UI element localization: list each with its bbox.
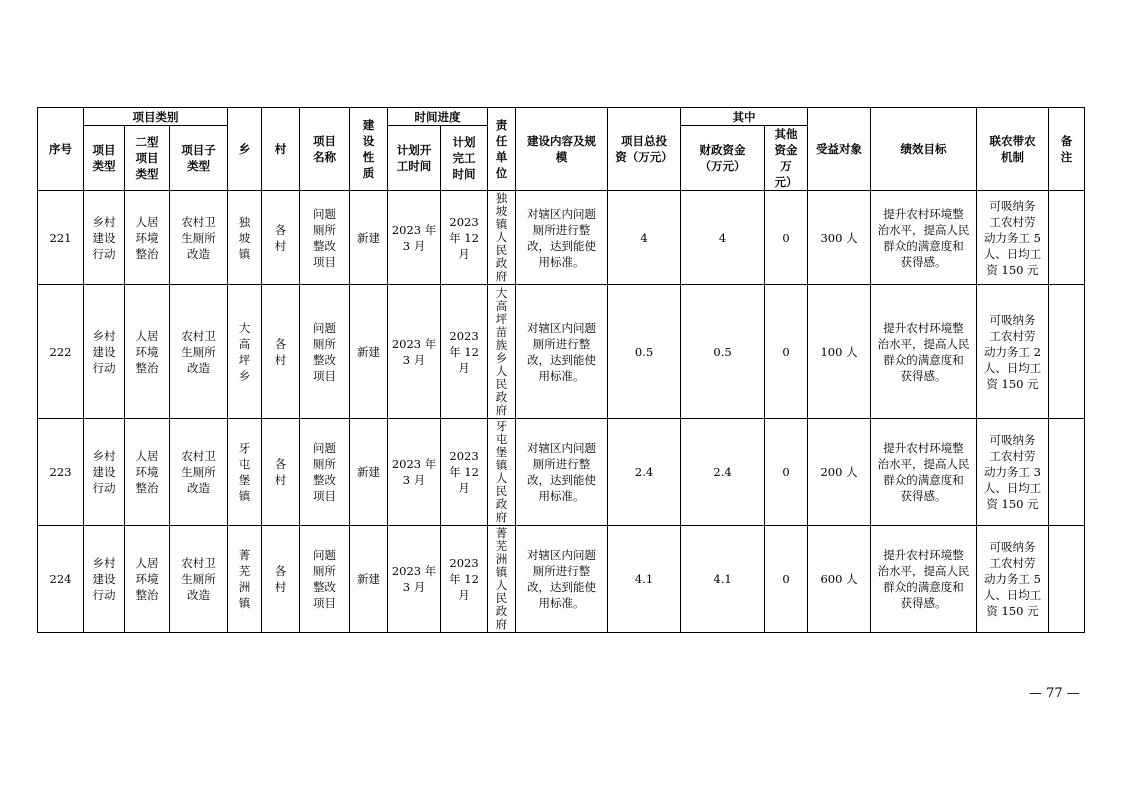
cell-village: 各 村 [262, 526, 300, 633]
cell-mechanism: 可吸纳务 工农村劳 动力务工 5 人、日均工 资 150 元 [977, 191, 1049, 285]
cell-sub-type: 农村卫 生厕所 改造 [170, 285, 228, 419]
cell-responsible: 大 高 坪 苗 族 乡 人 民 政 府 [488, 285, 516, 419]
cell-mechanism: 可吸纳务 工农村劳 动力务工 2 人、日均工 资 150 元 [977, 285, 1049, 419]
cell-other: 0 [765, 191, 808, 285]
cell-village: 各 村 [262, 191, 300, 285]
cell-village: 各 村 [262, 285, 300, 419]
cell-township: 独 坡 镇 [228, 191, 262, 285]
cell-performance: 提升农村环境整 治水平，提高人民 群众的满意度和 获得感。 [871, 285, 977, 419]
cell-project-name: 问题 厕所 整改 项目 [300, 526, 350, 633]
cell-start-time: 2023 年 3 月 [388, 419, 441, 526]
cell-content: 对辖区内问题 厕所进行整 改，达到能使 用标准。 [516, 285, 608, 419]
project-table [37, 107, 1085, 633]
cell-seq: 223 [38, 419, 84, 526]
table-row [38, 285, 1085, 419]
header-project-name: 项目 名称 [300, 108, 350, 191]
cell-end-time: 2023 年 12 月 [441, 419, 488, 526]
cell-total-invest: 0.5 [608, 285, 681, 419]
page-number: — 77 — [1029, 686, 1080, 701]
cell-fiscal: 0.5 [681, 285, 765, 419]
cell-project-name: 问题 厕所 整改 项目 [300, 191, 350, 285]
cell-performance: 提升农村环境整 治水平，提高人民 群众的满意度和 获得感。 [871, 419, 977, 526]
cell-project-type: 乡村 建设 行动 [84, 419, 125, 526]
table-row [38, 526, 1085, 633]
cell-second-type: 人居 环境 整治 [125, 526, 170, 633]
cell-other: 0 [765, 285, 808, 419]
cell-total-invest: 2.4 [608, 419, 681, 526]
cell-content: 对辖区内问题 厕所进行整 改，达到能使 用标准。 [516, 419, 608, 526]
cell-second-type: 人居 环境 整治 [125, 285, 170, 419]
cell-sub-type: 农村卫 生厕所 改造 [170, 191, 228, 285]
cell-content: 对辖区内问题 厕所进行整 改，达到能使 用标准。 [516, 526, 608, 633]
table-row [38, 191, 1085, 285]
header-end-time: 计划 完工 时间 [441, 126, 488, 191]
cell-performance: 提升农村环境整 治水平，提高人民 群众的满意度和 获得感。 [871, 191, 977, 285]
cell-responsible: 独 坡 镇 人 民 政 府 [488, 191, 516, 285]
cell-second-type: 人居 环境 整治 [125, 419, 170, 526]
cell-project-type: 乡村 建设 行动 [84, 191, 125, 285]
cell-project-type: 乡村 建设 行动 [84, 526, 125, 633]
cell-total-invest: 4.1 [608, 526, 681, 633]
header-total-invest: 项目总投 资（万元） [608, 108, 681, 191]
cell-seq: 224 [38, 526, 84, 633]
cell-project-name: 问题 厕所 整改 项目 [300, 285, 350, 419]
cell-beneficiary: 200 人 [808, 419, 871, 526]
cell-beneficiary: 600 人 [808, 526, 871, 633]
cell-content: 对辖区内问题 厕所进行整 改，达到能使 用标准。 [516, 191, 608, 285]
table-row [38, 419, 1085, 526]
cell-total-invest: 4 [608, 191, 681, 285]
cell-remark [1049, 285, 1085, 419]
cell-responsible: 牙 屯 堡 镇 人 民 政 府 [488, 419, 516, 526]
header-project-type: 项目 类型 [84, 126, 125, 191]
cell-beneficiary: 300 人 [808, 191, 871, 285]
cell-fiscal: 4.1 [681, 526, 765, 633]
cell-township: 牙 屯 堡 镇 [228, 419, 262, 526]
cell-sub-type: 农村卫 生厕所 改造 [170, 419, 228, 526]
header-beneficiary: 受益对象 [808, 108, 871, 191]
header-sub-type: 项目子 类型 [170, 126, 228, 191]
cell-nature: 新建 [350, 419, 388, 526]
cell-end-time: 2023 年 12 月 [441, 526, 488, 633]
cell-mechanism: 可吸纳务 工农村劳 动力务工 3 人、日均工 资 150 元 [977, 419, 1049, 526]
cell-responsible: 菁 芜 洲 镇 人 民 政 府 [488, 526, 516, 633]
header-second-type: 二型 项目 类型 [125, 126, 170, 191]
header-nature: 建 设 性 质 [350, 108, 388, 191]
header-content: 建设内容及规 模 [516, 108, 608, 191]
cell-seq: 222 [38, 285, 84, 419]
header-other: 其他 资金 万 元） [765, 126, 808, 191]
header-remark: 备 注 [1049, 108, 1085, 191]
cell-sub-type: 农村卫 生厕所 改造 [170, 526, 228, 633]
cell-remark [1049, 526, 1085, 633]
cell-start-time: 2023 年 3 月 [388, 285, 441, 419]
cell-mechanism: 可吸纳务 工农村劳 动力务工 5 人、日均工 资 150 元 [977, 526, 1049, 633]
cell-end-time: 2023 年 12 月 [441, 285, 488, 419]
cell-nature: 新建 [350, 526, 388, 633]
cell-second-type: 人居 环境 整治 [125, 191, 170, 285]
cell-village: 各 村 [262, 419, 300, 526]
header-mechanism: 联农带农 机制 [977, 108, 1049, 191]
cell-fiscal: 4 [681, 191, 765, 285]
cell-beneficiary: 100 人 [808, 285, 871, 419]
header-township: 乡 [228, 108, 262, 191]
cell-remark [1049, 419, 1085, 526]
header-category-group: 项目类别 [84, 108, 228, 126]
cell-other: 0 [765, 419, 808, 526]
cell-start-time: 2023 年 3 月 [388, 191, 441, 285]
cell-start-time: 2023 年 3 月 [388, 526, 441, 633]
header-start-time: 计划开 工时间 [388, 126, 441, 191]
cell-fiscal: 2.4 [681, 419, 765, 526]
cell-nature: 新建 [350, 285, 388, 419]
header-of-which: 其中 [681, 108, 808, 126]
cell-township: 菁 芜 洲 镇 [228, 526, 262, 633]
header-row-top [38, 108, 1085, 126]
header-performance: 绩效目标 [871, 108, 977, 191]
header-time-group: 时间进度 [388, 108, 488, 126]
cell-other: 0 [765, 526, 808, 633]
cell-end-time: 2023 年 12 月 [441, 191, 488, 285]
header-responsible: 责 任 单 位 [488, 108, 516, 191]
cell-remark [1049, 191, 1085, 285]
cell-performance: 提升农村环境整 治水平，提高人民 群众的满意度和 获得感。 [871, 526, 977, 633]
cell-project-name: 问题 厕所 整改 项目 [300, 419, 350, 526]
cell-township: 大 高 坪 乡 [228, 285, 262, 419]
header-fiscal: 财政资金 （万元） [681, 126, 765, 191]
header-seq: 序号 [38, 108, 84, 191]
header-village: 村 [262, 108, 300, 191]
cell-project-type: 乡村 建设 行动 [84, 285, 125, 419]
cell-nature: 新建 [350, 191, 388, 285]
cell-seq: 221 [38, 191, 84, 285]
